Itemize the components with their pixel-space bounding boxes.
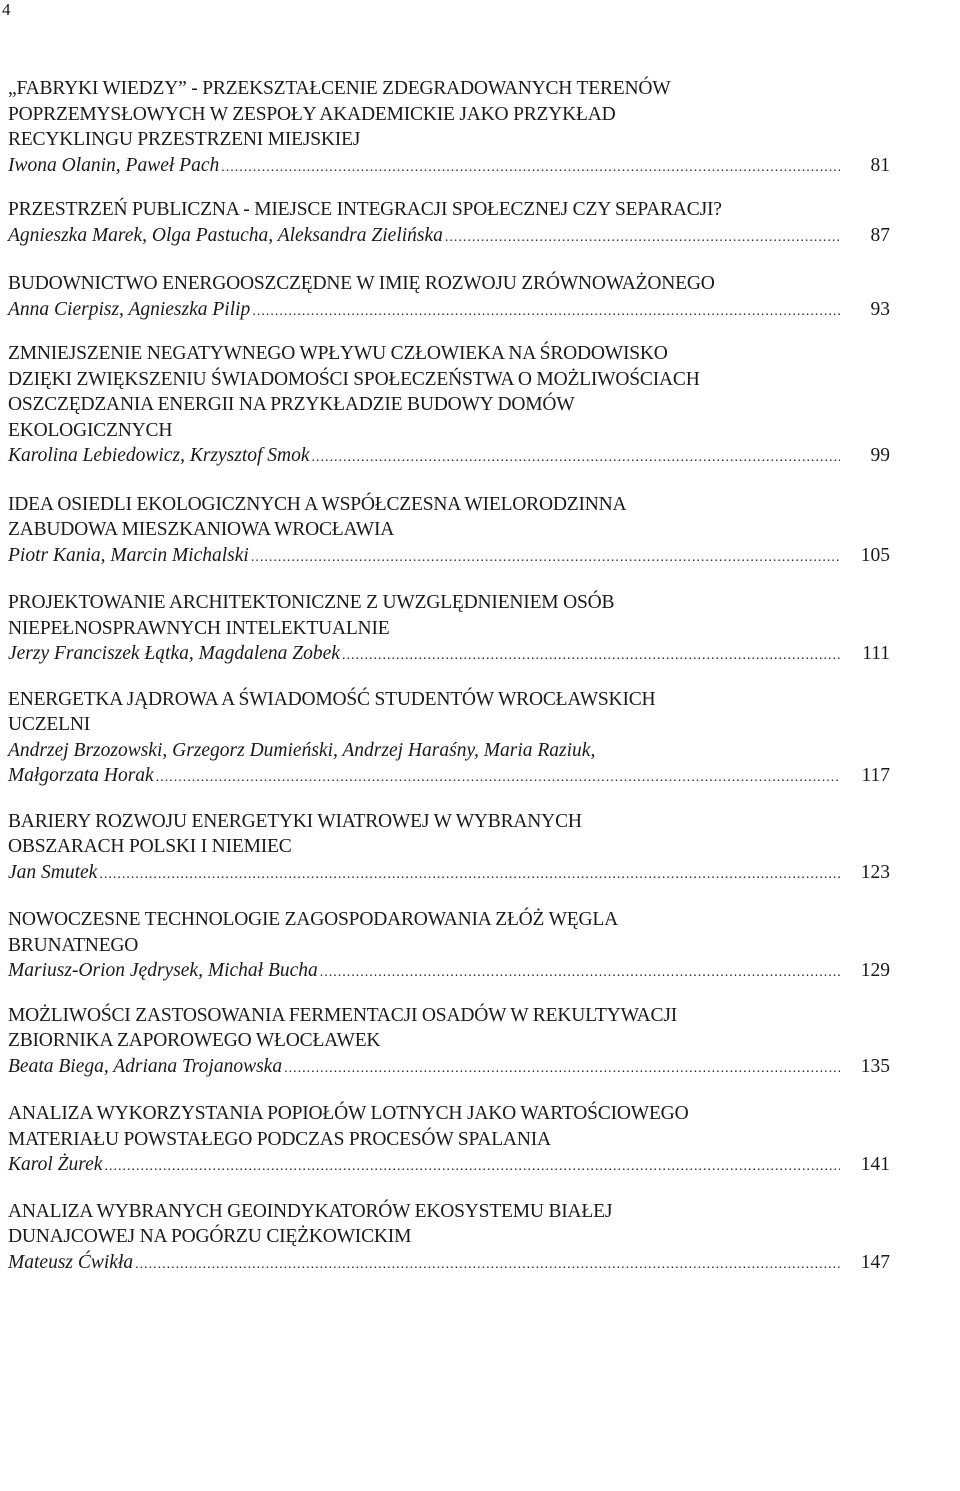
entry-author-row — [8, 1250, 890, 1278]
entry-title — [8, 76, 890, 153]
entry-title-line: PROJEKTOWANIE ARCHITEKTONICZNE Z UWZGLĘDNIENIEM OSÓB — [8, 592, 615, 613]
entry-title — [8, 687, 890, 738]
entry-title — [8, 1003, 890, 1054]
dot-leader — [156, 765, 840, 791]
entry-page-number: 99 — [870, 445, 890, 466]
entry-authors: Agnieszka Marek, Olga Pastucha, Aleksandra Zielińska — [8, 224, 443, 246]
entry-title-line: DUNAJCOWEJ NA POGÓRZU CIĘŻKOWICKIM — [8, 1226, 412, 1247]
entry-title-line: BUDOWNICTWO ENERGOOSZCZĘDNE W IMIĘ ROZWOJU ZRÓWNOWAŻONEGO — [8, 273, 715, 294]
entry-authors: Karol Żurek — [8, 1154, 103, 1175]
entry-title-line: EKOLOGICZNYCH — [8, 419, 173, 441]
entry-title-line: OSZCZĘDZANIA ENERGII NA PRZYKŁADZIE BUDOWY DOMÓW — [8, 394, 575, 415]
dot-leader — [252, 299, 840, 325]
table-of-contents — [8, 58, 890, 1277]
entry-title-line: MOŻLIWOŚCI ZASTOSOWANIA FERMENTACJI OSADÓW W REKULTYWACJI — [8, 1004, 678, 1026]
entry-author-row — [8, 223, 890, 251]
entry-title — [8, 492, 890, 543]
entry-page-number: 81 — [870, 154, 890, 176]
entry-title — [8, 1101, 890, 1152]
entry-page-number: 135 — [860, 1055, 890, 1077]
entry-title — [8, 590, 890, 641]
entry-title-line: NOWOCZESNE TECHNOLOGIE ZAGOSPODAROWANIA ZŁÓŻ WĘGLA — [8, 909, 618, 930]
toc-entry — [8, 1199, 890, 1278]
toc-entry — [8, 809, 890, 888]
dot-leader — [312, 445, 840, 471]
dot-leader — [342, 643, 840, 669]
dot-leader — [320, 960, 840, 986]
entry-title-line: ANALIZA WYBRANYCH GEOINDYKATORÓW EKOSYSTEMU BIAŁEJ — [8, 1200, 613, 1222]
toc-entry — [8, 590, 890, 669]
entry-author-row — [8, 1054, 890, 1082]
entry-title-line: MATERIAŁU POWSTAŁEGO PODCZAS PROCESÓW SPALANIA — [8, 1128, 551, 1150]
entry-title-line: DZIĘKI ZWIĘKSZENIU ŚWIADOMOŚCI SPOŁECZEŃSTWA O MOŻLIWOŚCIACH — [8, 368, 700, 390]
entry-page-number: 147 — [860, 1251, 890, 1273]
dot-leader — [221, 155, 840, 181]
entry-authors: Jerzy Franciszek Łątka, Magdalena Zobek — [8, 643, 340, 664]
entry-page-number: 93 — [870, 298, 890, 320]
entry-title-line: ZMNIEJSZENIE NEGATYWNEGO WPŁYWU CZŁOWIEKA NA ŚRODOWISKO — [8, 343, 668, 364]
entry-author-row — [8, 153, 890, 181]
entry-authors: Piotr Kania, Marcin Michalski — [8, 544, 249, 566]
entry-title-line: „FABRYKI WIEDZY” - PRZEKSZTAŁCENIE ZDEGRADOWANYCH TERENÓW — [8, 78, 671, 99]
dot-leader — [251, 545, 840, 571]
entry-authors-line: Andrzej Brzozowski, Grzegorz Dumieński, Andrzej Haraśny, Maria Raziuk, — [8, 739, 596, 761]
toc-entry — [8, 197, 890, 250]
entry-title-line: ENERGETKA JĄDROWA A ŚWIADOMOŚĆ STUDENTÓW WROCŁAWSKICH — [8, 688, 656, 710]
entry-author-row — [8, 543, 890, 571]
entry-title-line: ANALIZA WYKORZYSTANIA POPIOŁÓW LOTNYCH JAKO WARTOŚCIOWEGO — [8, 1103, 689, 1124]
entry-authors: Jan Smutek — [8, 861, 98, 883]
toc-entry — [8, 492, 890, 571]
entry-title — [8, 271, 890, 297]
toc-entry — [8, 341, 890, 471]
entry-title-line: IDEA OSIEDLI EKOLOGICZNYCH A WSPÓŁCZESNA WIELORODZINNA — [8, 493, 627, 515]
entry-title-line: UCZELNI — [8, 714, 90, 735]
entry-page-number: 105 — [860, 544, 890, 566]
entry-authors: Karolina Lebiedowicz, Krzysztof Smok — [8, 445, 310, 466]
entry-title-line: BARIERY ROZWOJU ENERGETYKI WIATROWEJ W WYBRANYCH — [8, 810, 582, 832]
toc-entry — [8, 1003, 890, 1082]
entry-page-number: 141 — [860, 1154, 890, 1175]
entry-title-line: NIEPEŁNOSPRAWNYCH INTELEKTUALNIE — [8, 617, 390, 639]
entry-title-line: POPRZEMYSŁOWYCH W ZESPOŁY AKADEMICKIE JAKO PRZYKŁAD — [8, 103, 616, 125]
entry-page-number: 111 — [862, 643, 890, 664]
entry-title-line: OBSZARACH POLSKI I NIEMIEC — [8, 836, 292, 857]
entry-page-number: 117 — [861, 765, 890, 786]
toc-entry — [8, 76, 890, 180]
entry-authors: Małgorzata Horak — [8, 765, 154, 786]
entry-title — [8, 809, 890, 860]
dot-leader — [445, 225, 840, 251]
entry-author-row — [8, 860, 890, 888]
entry-author-row — [8, 641, 890, 669]
entry-page-number: 123 — [860, 861, 890, 883]
dot-leader — [104, 1154, 840, 1180]
entry-authors: Anna Cierpisz, Agnieszka Pilip — [8, 298, 251, 320]
dot-leader — [135, 1252, 840, 1278]
toc-entry — [8, 907, 890, 986]
entry-title — [8, 341, 890, 443]
entry-authors: Mariusz-Orion Jędrysek, Michał Bucha — [8, 960, 318, 981]
entry-title — [8, 907, 890, 958]
dot-leader — [284, 1056, 840, 1082]
entry-title-line: BRUNATNEGO — [8, 934, 139, 956]
entry-title-line: PRZESTRZEŃ PUBLICZNA - MIEJSCE INTEGRACJI SPOŁECZNEJ CZY SEPARACJI? — [8, 199, 722, 220]
entry-title — [8, 1199, 890, 1250]
entry-page-number: 129 — [860, 960, 890, 981]
entry-authors: Beata Biega, Adriana Trojanowska — [8, 1055, 283, 1077]
entry-authors: Iwona Olanin, Paweł Pach — [8, 154, 220, 176]
page-number: 4 — [2, 0, 11, 19]
entry-author-row — [8, 443, 890, 471]
entry-title-line: ZBIORNIKA ZAPOROWEGO WŁOCŁAWEK — [8, 1030, 381, 1051]
toc-entry — [8, 687, 890, 791]
toc-entry — [8, 1101, 890, 1180]
entry-author-row — [8, 958, 890, 986]
dot-leader — [99, 862, 840, 888]
entry-page-number: 87 — [870, 224, 890, 246]
entry-author-row — [8, 297, 890, 325]
entry-title — [8, 197, 890, 223]
entry-author-row — [8, 1152, 890, 1180]
entry-authors: Mateusz Ćwikła — [8, 1251, 134, 1273]
entry-title-line: ZABUDOWA MIESZKANIOWA WROCŁAWIA — [8, 519, 395, 540]
entry-title-line: RECYKLINGU PRZESTRZENI MIEJSKIEJ — [8, 129, 361, 150]
entry-author-row — [8, 763, 890, 791]
toc-entry — [8, 271, 890, 324]
